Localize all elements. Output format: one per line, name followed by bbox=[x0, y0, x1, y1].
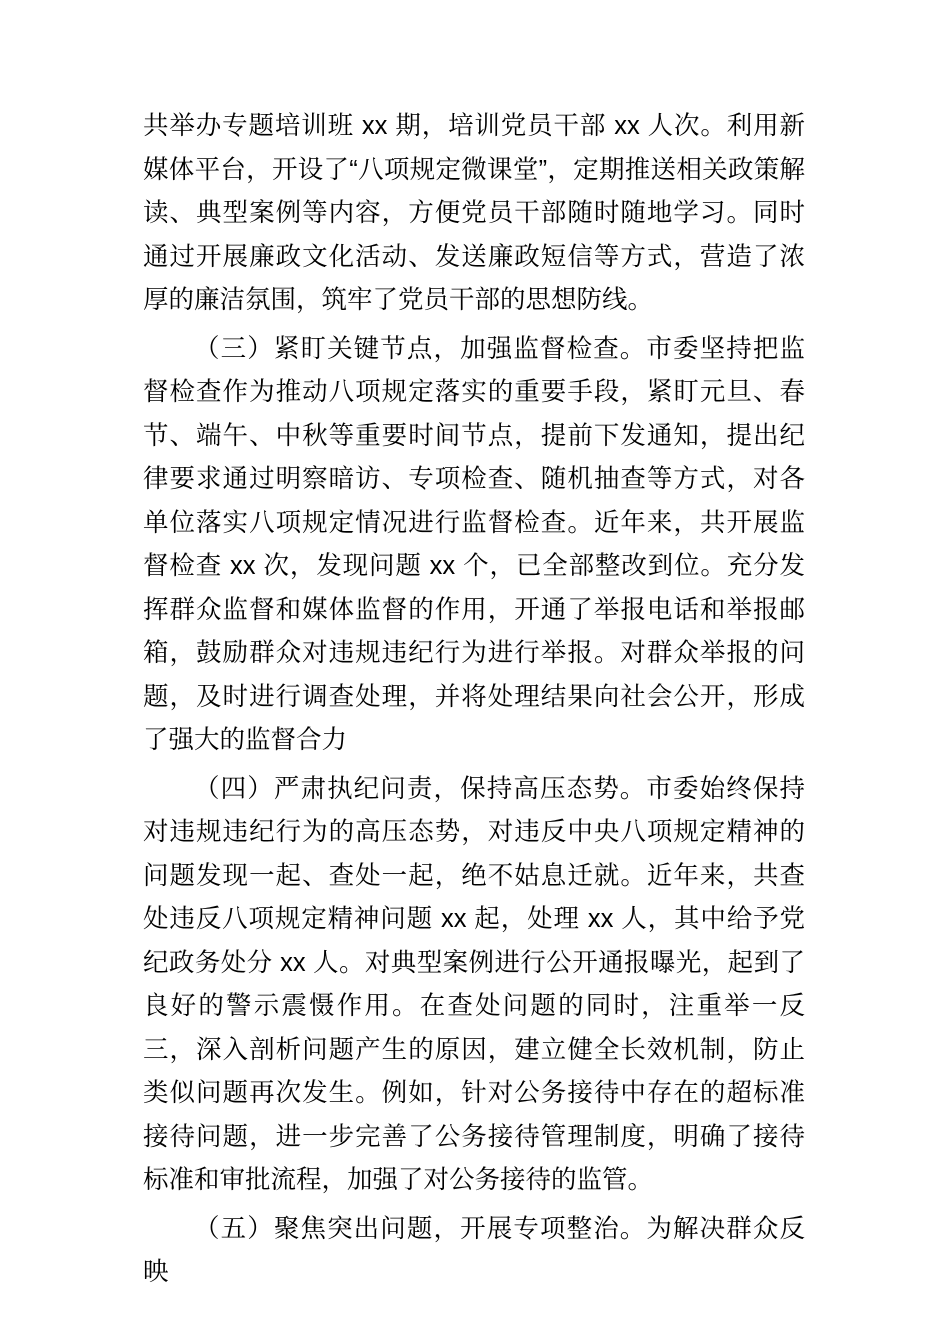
paragraph-section-5: （五）聚焦突出问题，开展专项整治。为解决群众反映 bbox=[143, 1214, 805, 1286]
paragraph-section-3: （三）紧盯关键节点，加强监督检查。市委坚持把监督检查作为推动八项规定落实的重要手段，紧盯元旦、春节、端午、中秋等重要时间节点，提前下发通知，提出纪律要求通过明察暗访、专项检查、随机抽查等方式，对各单位落实八项规定情况进行监督检查。近年来，共开展监督检查 xx 次，发现问题 xx 个，已全部整改到位。充分发挥群众监督和媒体监督的作用，开通了举报电话和举报邮箱，鼓励群众对违规违纪行为进行举报。对群众举报的问题，及时进行调查处理，并将处理结果向社会公开，形成了强大的监督合力 bbox=[143, 334, 805, 754]
document-body-text bbox=[143, 105, 805, 1295]
paragraph-continuation: 共举办专题培训班 xx 期，培训党员干部 xx 人次。利用新媒体平台，开设了“八项规定微课堂”，定期推送相关政策解读、典型案例等内容，方便党员干部随时随地学习。同时通过开展廉政文化活动、发送廉政短信等方式，营造了浓厚的廉洁氛围，筑牢了党员干部的思想防线。 bbox=[143, 112, 805, 314]
paragraph-section-4: （四）严肃执纪问责，保持高压态势。市委始终保持对违规违纪行为的高压态势，对违反中央八项规定精神的问题发现一起、查处一起，绝不姑息迁就。近年来，共查处违反八项规定精神问题 xx 起，处理 xx 人，其中给予党纪政务处分 xx 人。对典型案例进行公开通报曝光，起到了良好的警示震慑作用。在查处问题的同时，注重举一反三，深入剖析问题产生的原因，建立健全长效机制，防止类似问题再次发生。例如，针对公务接待中存在的超标准接待问题，进一步完善了公务接待管理制度，明确了接待标准和审批流程，加强了对公务接待的监管。 bbox=[143, 774, 805, 1194]
